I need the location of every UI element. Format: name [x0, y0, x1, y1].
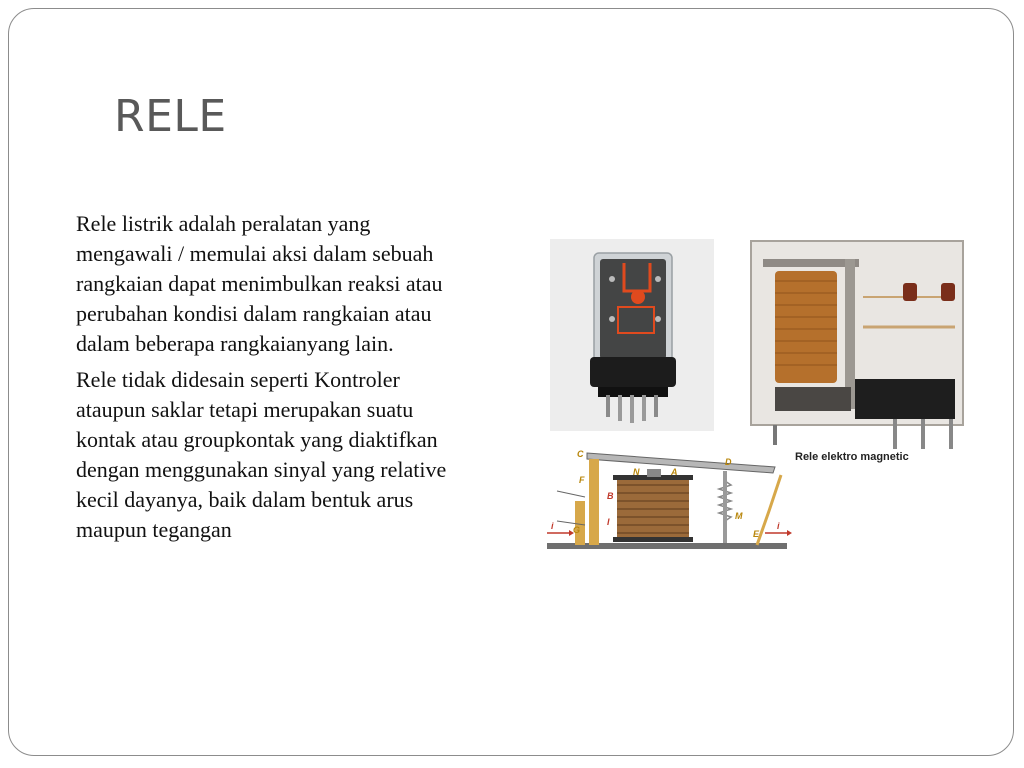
- diagram-label-d: D: [725, 457, 732, 467]
- slide: [8, 8, 1014, 756]
- electromagnetic-relay-caption: Rele elektro magnetic: [795, 451, 909, 463]
- diagram-label-b: B: [607, 491, 614, 501]
- slide-title: RELE: [114, 91, 227, 142]
- diagram-label-i-left: i: [551, 521, 554, 531]
- paragraph-definition: Rele listrik adalah peralatan yang mengawali / memulai aksi dalam sebuah rangkaian dapat menimbulkan reaksi atau perubahan kondisi dalam rangkaian atau dalam beberapa rangkaianyang lain.: [76, 211, 443, 356]
- slide-body: [76, 209, 461, 551]
- diagram-label-e: E: [753, 529, 760, 539]
- diagram-label-f: F: [579, 475, 585, 485]
- relay-diagram: [537, 441, 793, 557]
- diagram-label-c: C: [577, 449, 584, 459]
- paragraph-description: Rele tidak didesain seperti Kontroler ataupun saklar tetapi merupakan suatu kontak atau groupkontak yang diaktifkan dengan menggunakan sinyal yang relative kecil dayanya, baik dalam bentuk arus maupun tegangan: [76, 367, 447, 542]
- diagram-label-i: I: [607, 517, 610, 527]
- diagram-label-i-right: i: [777, 521, 780, 531]
- diagram-label-n: N: [633, 467, 640, 477]
- diagram-label-a: A: [671, 467, 678, 477]
- diagram-label-m: M: [735, 511, 743, 521]
- electromagnetic-relay-photo: [745, 237, 967, 469]
- diagram-label-g: G: [573, 525, 581, 535]
- relay-photo: [550, 239, 714, 431]
